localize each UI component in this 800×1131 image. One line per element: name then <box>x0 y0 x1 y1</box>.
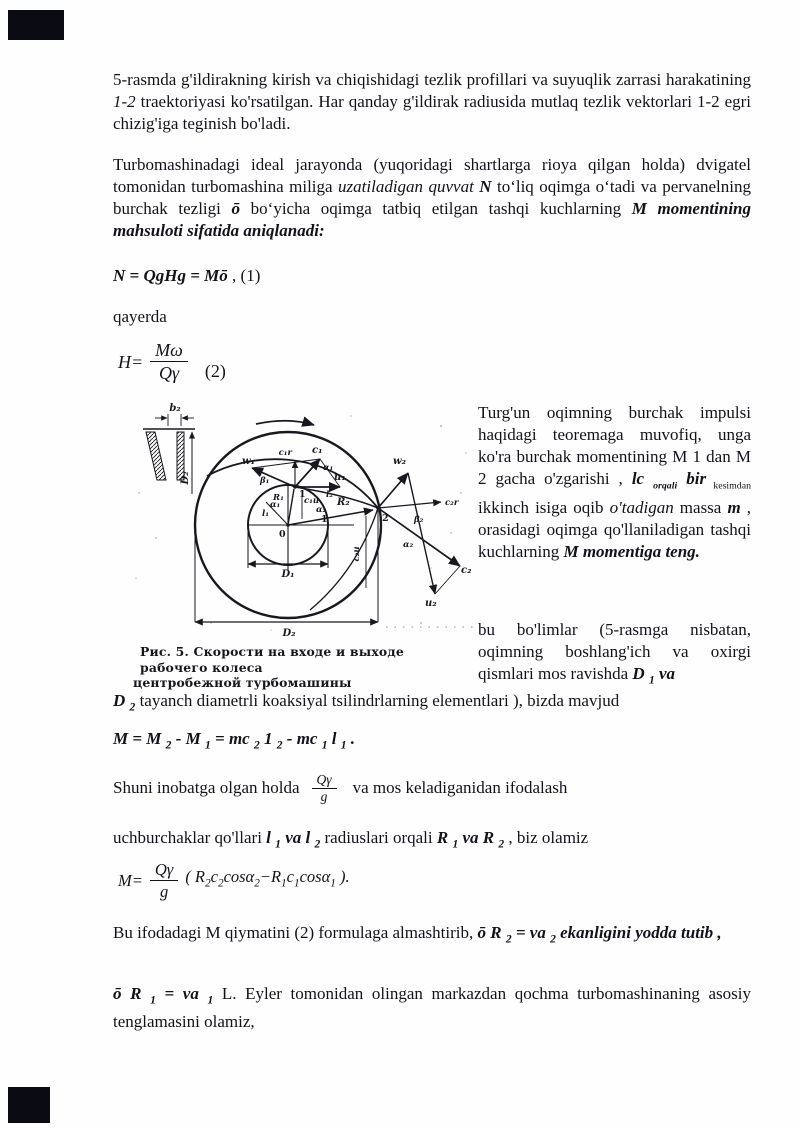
label-alpha1-center: α₁ <box>270 500 281 510</box>
label-point-1: 1 <box>299 489 306 500</box>
text-segment: bir <box>686 469 707 488</box>
column-paragraph-momentum <box>478 402 751 563</box>
paragraph-euler <box>113 983 751 1033</box>
text-segment: orqali <box>653 480 678 492</box>
text-segment <box>677 469 686 488</box>
label-alpha2: α₂ <box>403 540 414 550</box>
text-segment: N = QgHg = Mō <box>113 266 228 285</box>
label-c2r: c₂r <box>445 498 459 508</box>
text-segment: l <box>327 729 341 748</box>
text-segment: ). <box>335 867 350 887</box>
text-segment: uchburchaklar qo'llari <box>113 828 267 847</box>
paragraph-turbomachine <box>113 154 751 242</box>
text-segment: - M <box>171 729 205 748</box>
text-segment: traektoriyasi ko'rsatilgan. Har qanday g'ildirak radiusida mutlaq tezlik vektorlari 1-2 egri chizig'iga teginish bo'ladi. <box>113 92 751 133</box>
text-segment: ō <box>231 199 241 218</box>
text-segment: o'tadigan <box>609 498 674 518</box>
text-segment: 2 <box>165 738 172 752</box>
text-segment: ekanligini yodda tutib , <box>555 923 722 942</box>
impeller-diagram <box>121 398 475 640</box>
text-segment: 1 <box>340 738 347 752</box>
text-segment: uzatiladigan quvvat <box>338 177 480 196</box>
formula-head-lhs: H= <box>118 351 144 372</box>
formula-power <box>113 265 751 287</box>
text-segment: radiuslari orqali <box>320 828 437 847</box>
label-c1: c₁ <box>312 445 323 456</box>
label-r2: R₂ <box>337 497 350 508</box>
text-segment: 1 <box>281 877 287 890</box>
formula-moment-rest <box>185 867 349 893</box>
text-segment: 2 <box>205 877 211 890</box>
text-segment: 1 <box>259 729 277 748</box>
text-segment: va mos keladiganidan ifodalash <box>352 778 568 797</box>
paragraph-substitute-m <box>113 922 751 950</box>
text-segment: 1 <box>207 993 214 1007</box>
label-tick-1: 1 <box>321 514 328 525</box>
text-segment: = va <box>511 923 551 942</box>
moment-fraction-denominator: g <box>159 882 169 901</box>
text-segment: 2 <box>254 877 260 890</box>
text-segment: 1 <box>204 738 211 752</box>
mass-fraction-numerator: Qγ <box>312 773 337 789</box>
fraction-numerator: Mω <box>150 340 188 362</box>
label-qayerda: qayerda <box>113 307 167 326</box>
column-paragraph-sections <box>478 619 751 691</box>
text-segment: 2 <box>253 738 260 752</box>
text-segment: kesimdan <box>706 480 752 492</box>
label-l2: l₂ <box>326 490 333 500</box>
text-segment: cosα <box>299 867 331 887</box>
text-segment: 1 <box>150 993 156 1007</box>
text-segment: bu bo'limlar (5-rasmga nisbatan, oqimning boshlang'ich va oxirgi qismlari mos ravishda <box>478 620 751 683</box>
text-segment: massa <box>673 498 728 518</box>
text-segment: L. Eyler tomonidan olingan markazdan qochma turbomashinaning asosiy tenglamasini olamiz, <box>113 984 752 1032</box>
text-segment: −R <box>259 867 282 887</box>
text-segment: l <box>266 828 276 847</box>
figure-5-image <box>121 398 475 640</box>
text-segment: 1 <box>452 837 459 851</box>
formula-head <box>118 340 226 383</box>
text-segment: lc <box>631 469 654 488</box>
text-segment: 1 <box>330 877 336 890</box>
label-u1: u₁ <box>334 472 346 483</box>
label-beta1: β₁ <box>260 476 270 486</box>
text-segment: 2 <box>217 877 224 890</box>
text-segment: D <box>113 691 130 710</box>
text-segment: N <box>479 177 492 196</box>
text-segment: 5-rasmda g'ildirakning kirish va chiqishidagi tezlik profillari va suyuqlik zarrasi harakatining <box>113 70 751 89</box>
text-segment: 1 <box>321 738 328 752</box>
text-segment: 2 <box>550 932 556 946</box>
text-segment: 1 <box>293 877 300 890</box>
figure-caption-line2: центробежной турбомашины <box>133 675 352 690</box>
label-u2: u₂ <box>425 598 437 609</box>
text-segment: c <box>286 867 294 887</box>
formula-moment-fraction <box>150 860 178 901</box>
text-segment: m <box>727 498 741 518</box>
formula-head-fraction <box>150 340 188 383</box>
text-segment: Bu ifodadagi M qiymatini (2) formulaga almashtirib, <box>113 923 478 942</box>
label-c1u: c₁u <box>304 496 320 506</box>
text-segment: , biz olamiz <box>504 828 589 847</box>
text-segment: = va <box>155 984 208 1003</box>
text-segment: , (1) <box>227 266 261 285</box>
figure-caption <box>133 644 463 691</box>
label-beta2: β₂ <box>414 515 424 525</box>
paragraph-triangle-arms <box>113 827 751 855</box>
label-w1: w₁ <box>242 456 255 467</box>
text-segment: Turbomashinadagi ideal jarayonda (yuqoridagi shartlarga rioya qilgan holda) dvigatel tomonidan turbomashina miliga <box>113 155 751 196</box>
label-l1: l₁ <box>262 509 269 519</box>
text-segment: Turg'un oqimning burchak impulsi haqidagi teoremaga muvofiq, unga ko'ra burchak momentining M 1 dan M 2 gacha o'zgarishi , <box>478 403 751 488</box>
text-segment: 1 <box>648 673 655 687</box>
text-segment: R <box>436 828 453 847</box>
mass-fraction <box>312 773 337 804</box>
text-segment: M momentining mahsuloti sifatida aniqlanadi: <box>113 199 751 240</box>
text-segment: 2 <box>129 700 136 714</box>
label-point-0: 0 <box>279 529 286 540</box>
paragraph-mass-substitution <box>113 765 751 811</box>
text-segment: bo‘yicha oqimga tatbiq etilgan tashqi kuchlarning <box>240 199 632 218</box>
label-d2-side: D₂ <box>180 471 191 485</box>
text-segment: ( R <box>185 867 206 887</box>
moment-fraction-numerator: Qγ <box>150 860 178 881</box>
scan-artifact-bottom-left <box>8 1087 50 1123</box>
formula-moment <box>118 860 350 901</box>
rotation-arrow <box>256 421 314 425</box>
mass-substitution-after <box>353 777 568 799</box>
label-b2: b₂ <box>169 403 181 414</box>
label-c1r: c₁r <box>278 448 292 458</box>
text-segment: . <box>346 729 356 748</box>
text-segment: ō R <box>113 984 151 1003</box>
label-d2-bottom: D₂ <box>282 628 296 639</box>
text-segment: M = M <box>113 729 166 748</box>
label-c2: c₂ <box>461 565 472 576</box>
text-segment: D <box>632 664 649 683</box>
figure-caption-line1: Рис. 5. Скорости на входе и выходе рабочего колеса <box>140 644 404 675</box>
text-segment: = mc <box>210 729 254 748</box>
text-segment: c <box>210 867 218 887</box>
text-segment: va <box>654 664 676 683</box>
text-segment: 1-2 <box>113 92 136 111</box>
text-segment: 1 <box>275 837 281 851</box>
text-segment: 2 <box>314 837 321 851</box>
paragraph-continuation <box>113 690 751 718</box>
formula-moment-lhs: M= <box>118 871 143 890</box>
scan-artifact-top-left <box>8 10 64 40</box>
label-point-2: 2 <box>382 513 389 524</box>
text-segment: va l <box>280 828 315 847</box>
label-w2: w₂ <box>393 456 406 467</box>
text-segment: ō R <box>477 923 506 942</box>
text-segment: Shuni inobatga olgan holda <box>113 778 300 797</box>
label-d1: D₁ <box>281 569 295 580</box>
text-segment: M momentiga teng. <box>563 542 700 562</box>
text-segment: 2 <box>505 932 512 946</box>
mass-fraction-denominator: g <box>320 788 328 804</box>
text-segment: - mc <box>282 729 322 748</box>
paragraph-intro <box>113 69 751 135</box>
fraction-denominator: Qγ <box>158 363 180 383</box>
mass-substitution-before <box>113 777 300 799</box>
label-r1: R₁ <box>273 493 284 503</box>
text-segment: to‘liq oqimga o‘tadi va pervanelning burchak tezligi <box>113 177 752 218</box>
label-alpha1: α₁ <box>323 463 334 473</box>
label-c2u: c₂u <box>352 546 362 562</box>
text-segment: 2 <box>498 837 505 851</box>
text-segment: va R <box>458 828 499 847</box>
text-segment: 2 <box>276 738 283 752</box>
equation-number: (2) <box>204 361 226 381</box>
text-segment: ikkinch isiga oqib <box>478 498 610 518</box>
text-segment: , orasidagi oqimga qo'llaniladigan tashqi kuchlarning <box>478 498 752 562</box>
label-alpha2-center: α₂ <box>316 505 327 515</box>
formula-moment-difference <box>113 728 751 756</box>
text-segment: cosα <box>223 867 255 887</box>
text-segment: tayanch diametrli koaksiyal tsilindrlarning elementlari ), bizda mavjud <box>135 691 620 710</box>
